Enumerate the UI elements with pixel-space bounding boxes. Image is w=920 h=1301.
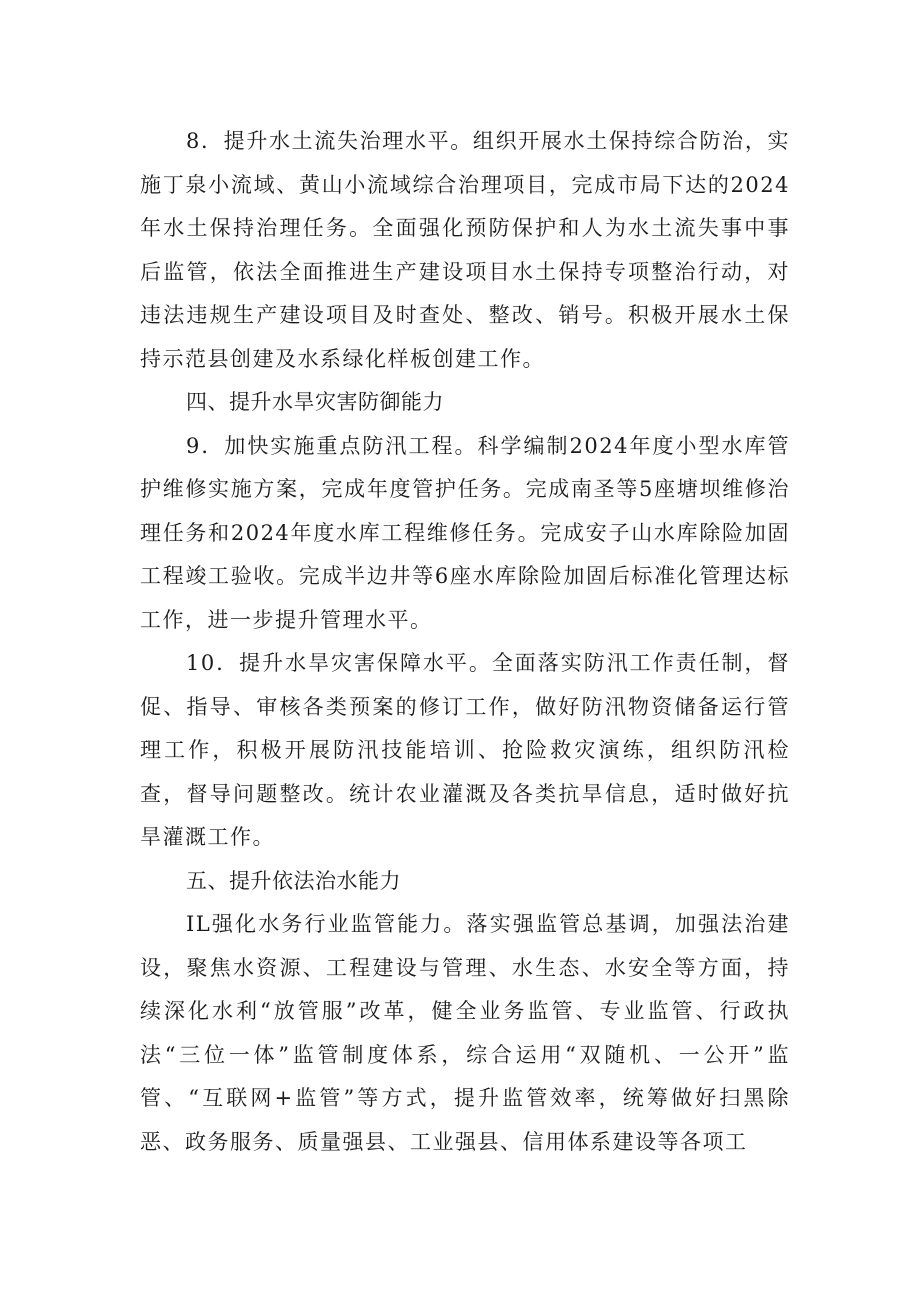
paragraph-8-soil-conservation: 8．提升水土流失治理水平。组织开展水土保持综合防治，实施丁泉小流域、黄山小流域综合治理项目，完成市局下达的2024年水土保持治理任务。全面强化预防保护和人为水土流失事中事后监管，依法全面推进生产建设项目水土保持专项整治行动，对违法违规生产建设项目及时查处、整改、销号。积极开展水土保持示范县创建及水系绿化样板创建工作。	[140, 129, 790, 371]
paragraph-10-drought-flood-protection: 10．提升水旱灾害保障水平。全面落实防汛工作责任制，督促、指导、审核各类预案的修订工作，做好防汛物资储备运行管理工作，积极开展防汛技能培训、抢险救灾演练，组织防汛检查，督导问题整改。统计农业灌溉及各类抗旱信息，适时做好抗旱灌溉工作。	[140, 651, 790, 849]
document-body	[140, 120, 790, 1164]
section-heading-4: 四、提升水旱灾害防御能力	[186, 390, 444, 414]
section-heading-5: 五、提升依法治水能力	[186, 868, 401, 893]
paragraph-9-flood-projects: 9．加快实施重点防汛工程。科学编制2024年度小型水库管护维修实施方案，完成年度管护任务。完成南圣等5座塘坝维修治理任务和2024年度水库工程维修任务。完成安子山水库除险加固工程竣工验收。完成半边井等6座水库除险加固后标准化管理达标工作，进一步提升管理水平。	[140, 433, 790, 632]
paragraph-11-water-supervision: IL强化水务行业监管能力。落实强监管总基调，加强法治建设，聚焦水资源、工程建设与管理、水生态、水安全等方面，持续深化水利“放管服”改革，健全业务监管、专业监管、行政执法“三位一体”监管制度体系，综合运用“双随机、一公开”监管、“互联网+监管”等方式，提升监管效率，统筹做好扫黑除恶、政务服务、质量强县、工业强县、信用体系建设等各项工	[140, 912, 790, 1154]
